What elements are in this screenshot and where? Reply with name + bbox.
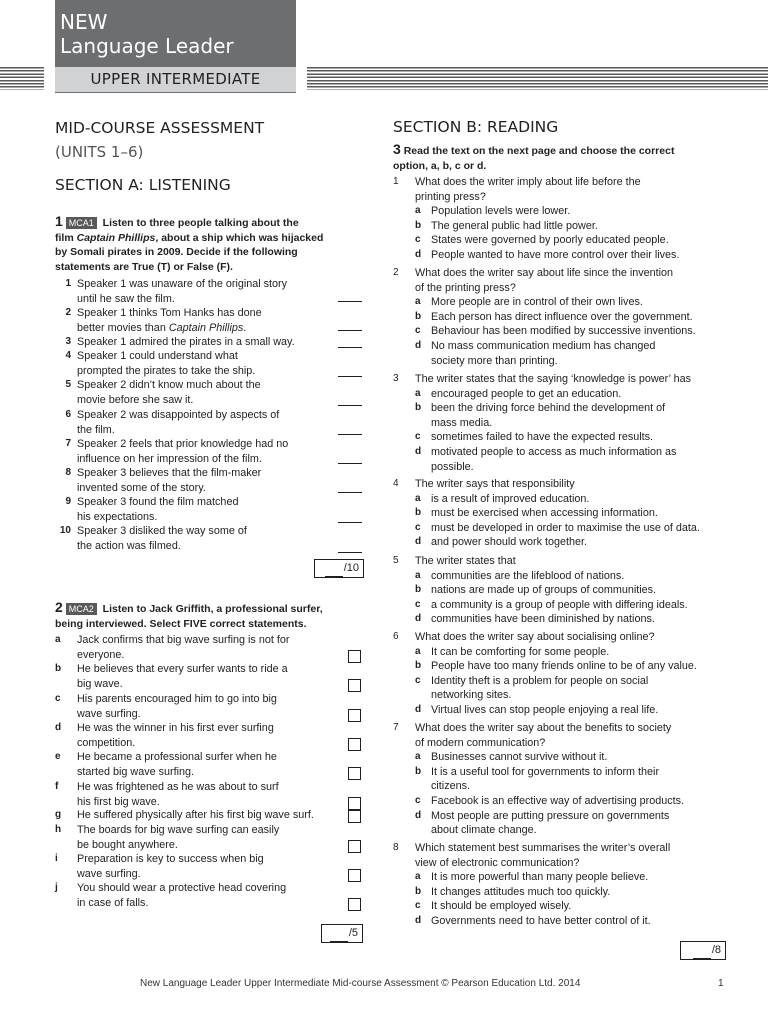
q3-option-letter: b	[415, 660, 422, 672]
q3-question-line: of the printing press?	[415, 281, 516, 294]
q1-item-line: his expectations.	[77, 510, 158, 523]
q3-option-text	[431, 204, 570, 219]
q1-answer-blank[interactable]	[338, 463, 362, 464]
q1-item-text	[77, 277, 287, 306]
q1-item-line: better movies than	[77, 321, 169, 334]
q3-question-line: The writer states that the saying ‘knowledge is power’ has	[415, 373, 692, 385]
q3-option-line: mass media.	[431, 416, 493, 429]
q2-item-line: wave surfing.	[77, 707, 141, 720]
q3-option-line: encouraged people to get an education.	[431, 387, 622, 400]
q3-question-number: 5	[393, 555, 399, 566]
q3-option-line: Businesses cannot survive without it.	[431, 751, 608, 764]
q1-number: 1	[55, 213, 63, 229]
q2-item-text	[77, 881, 286, 910]
q1-item-number: 9	[65, 496, 71, 507]
q1-item-line: Speaker 3 believes that the film-maker	[77, 467, 262, 479]
q1-item-line: Speaker 1 could understand what	[77, 350, 238, 362]
q3-option-line: People wanted to have more control over their lives.	[431, 249, 680, 261]
q2-checkbox[interactable]	[348, 869, 361, 882]
q1-item-number: 5	[65, 379, 71, 390]
assessment-units: (UNITS 1–6)	[55, 143, 144, 161]
q3-question-line: of modern communication?	[415, 736, 546, 749]
q2-item-line: He was the winner in his first ever surfing	[77, 722, 274, 734]
q3-option-text	[431, 401, 665, 430]
q1-item-line: prompted the pirates to take the ship.	[77, 364, 256, 377]
q3-option-letter: c	[415, 325, 421, 337]
q1-answer-blank[interactable]	[338, 347, 362, 348]
q3-option-line: It is a useful tool for governments to inform their	[431, 765, 660, 778]
q3-question-number: 6	[393, 631, 399, 642]
q3-option-text	[431, 324, 696, 339]
q3-question-text	[415, 721, 725, 750]
q1-item-line: influence on her impression of the film.	[77, 452, 262, 465]
q1-item-line: Speaker 3 disliked the way some of	[77, 525, 247, 537]
q3-option-letter: b	[415, 584, 422, 596]
brand-title-line2: Language Leader	[60, 34, 234, 58]
q1-answer-blank[interactable]	[338, 522, 362, 523]
q3-option-line: States were governed by poorly educated people.	[431, 234, 669, 247]
q3-option-letter: d	[415, 340, 422, 351]
q2-item-text	[77, 662, 288, 691]
q1-instr-l2b: , about a ship which was hijacked	[155, 231, 324, 244]
q3-option-line: It can be comforting for some people.	[431, 645, 610, 658]
q2-item-letter: b	[55, 663, 62, 674]
q1-answer-blank[interactable]	[338, 552, 362, 553]
q3-option-line: Facebook is an effective way of advertising products.	[431, 795, 685, 807]
q1-item-number: 7	[65, 438, 71, 449]
q3-option-letter: d	[415, 536, 422, 548]
q2-item-line: in case of falls.	[77, 896, 149, 909]
header-stripes-left	[0, 67, 44, 90]
q2-item-text	[77, 633, 289, 662]
q1-item-number: 10	[59, 525, 71, 536]
q2-checkbox[interactable]	[348, 840, 361, 853]
brand-title-line1: NEW	[60, 10, 108, 34]
q3-option-line: networking sites.	[431, 689, 512, 702]
assessment-title: MID-COURSE ASSESSMENT	[55, 119, 265, 137]
q3-question-line: What does the writer imply about life before the	[415, 176, 641, 188]
q3-question-number: 8	[393, 842, 399, 853]
q3-option-text	[431, 339, 655, 368]
q3-option-letter: c	[415, 431, 421, 443]
q1-instr-film: Captain Phillips	[76, 231, 156, 244]
section-b-heading: SECTION B: READING	[393, 118, 559, 136]
q1-item-line: Speaker 2 was disappointed by aspects of	[77, 409, 280, 421]
q3-option-letter: c	[415, 521, 421, 533]
q3-option-line: citizens.	[431, 780, 471, 793]
section-a-heading: SECTION A: LISTENING	[55, 176, 231, 194]
q3-question-text	[415, 372, 725, 387]
q3-option-line: must be developed in order to maximise the use of data.	[431, 521, 700, 534]
q1-item-number: 8	[65, 467, 71, 478]
q1-instruction	[55, 214, 365, 274]
q3-option-text	[431, 295, 643, 310]
header-banner	[55, 0, 296, 93]
q2-item-line: He suffered physically after his first big wave surf.	[77, 809, 314, 821]
q2-item-letter: d	[55, 722, 62, 733]
q3-option-letter: d	[415, 809, 422, 821]
q3-option-text	[431, 870, 648, 885]
q3-option-text	[431, 645, 609, 660]
q2-item-line: His parents encouraged him to go into big	[77, 693, 277, 705]
q3-option-text	[431, 521, 700, 536]
q3-option-text	[431, 569, 624, 584]
q1-answer-blank[interactable]	[338, 330, 362, 331]
q2-item-letter: g	[55, 809, 62, 820]
q3-question-text	[415, 841, 725, 870]
q3-option-text	[431, 674, 648, 703]
q3-question-number: 3	[393, 373, 399, 384]
q3-option-letter: a	[415, 871, 421, 883]
q2-audio-tag: MCA2	[66, 603, 97, 615]
q3-option-line: It should be employed wisely.	[431, 900, 572, 913]
q2-item-line: big wave.	[77, 677, 123, 690]
q2-item-line: You should wear a protective head covering	[77, 882, 287, 894]
q1-item-line: Speaker 1 admired the pirates in a small way.	[77, 336, 295, 348]
q1-item-line: the film.	[77, 423, 115, 436]
q3-option-line: possible.	[431, 460, 474, 473]
q3-option-text	[431, 612, 655, 627]
q3-question-line: What does the writer say about life since the invention	[415, 267, 674, 279]
q2-instr-l1: Listen to Jack Griffith, a professional surfer,	[102, 603, 323, 615]
q3-option-text	[431, 914, 651, 929]
q3-option-line: society more than printing.	[431, 354, 558, 367]
q3-question-number: 4	[393, 478, 399, 489]
q2-checkbox[interactable]	[348, 797, 361, 810]
q3-question-text	[415, 175, 725, 204]
q2-item-letter: a	[55, 634, 61, 645]
q3-option-letter: c	[415, 674, 421, 686]
q1-score-box[interactable]	[314, 559, 364, 578]
q2-item-text	[77, 750, 277, 779]
q1-answer-blank[interactable]	[338, 434, 362, 435]
q1-item-after: .	[243, 321, 247, 334]
q3-score: /8	[711, 944, 721, 956]
q3-option-letter: b	[415, 219, 422, 231]
q1-item-number: 4	[65, 350, 71, 361]
q2-item-line: started big wave surfing.	[77, 765, 195, 778]
q3-option-letter: c	[415, 234, 421, 246]
q3-option-letter: a	[415, 569, 421, 581]
q2-checkbox[interactable]	[348, 810, 361, 823]
q2-item-text	[77, 692, 277, 721]
q3-option-letter: a	[415, 751, 421, 763]
q3-option-text	[431, 535, 587, 550]
q3-option-letter: d	[415, 704, 422, 715]
q3-option-letter: c	[415, 795, 421, 806]
q3-option-line: must be exercised when accessing information.	[431, 507, 658, 520]
q2-number: 2	[55, 599, 63, 615]
q1-item-number: 2	[65, 307, 71, 318]
q3-number: 3	[393, 141, 401, 157]
q3-option-line: Identity theft is a problem for people on social	[431, 674, 649, 687]
q3-question-line: The writer states that	[415, 555, 516, 567]
q2-item-letter: h	[55, 824, 62, 835]
q2-item-line: his first big wave.	[77, 795, 160, 808]
q2-item-letter: i	[55, 853, 58, 864]
q3-option-letter: b	[415, 310, 422, 322]
q2-checkbox[interactable]	[348, 650, 361, 663]
q3-option-text	[431, 809, 669, 838]
q3-question-text	[415, 266, 725, 295]
q3-option-text	[431, 445, 676, 474]
q2-instr-l2: being interviewed. Select FIVE correct statements.	[55, 617, 307, 630]
q1-item-text	[77, 495, 238, 524]
q1-item-number: 3	[65, 336, 71, 347]
q3-option-line: motivated people to access as much information as	[431, 446, 677, 458]
q2-checkbox[interactable]	[348, 738, 361, 751]
q3-question-line: What does the writer say about socialising online?	[415, 631, 655, 643]
q3-option-text	[431, 492, 589, 507]
q1-item-text	[77, 408, 279, 437]
q3-option-line: It changes attitudes much too quickly.	[431, 885, 611, 898]
q3-option-letter: b	[415, 402, 422, 414]
q1-item-text	[77, 466, 261, 495]
q1-answer-blank[interactable]	[338, 405, 362, 406]
q1-item-line: Speaker 2 feels that prior knowledge had no	[77, 438, 289, 450]
q2-item-line: be bought anywhere.	[77, 838, 178, 851]
q3-question-line: The writer says that responsibility	[415, 478, 575, 490]
q2-item-line: competition.	[77, 736, 136, 749]
q3-option-line: a community is a group of people with differing ideals.	[431, 598, 688, 611]
q1-item-text	[77, 524, 247, 553]
q3-option-line: communities are the lifeblood of nations.	[431, 569, 625, 582]
q2-item-line: Jack confirms that big wave surfing is not for	[77, 634, 290, 646]
q3-option-line: The general public had little power.	[431, 219, 598, 232]
q3-option-line: Behaviour has been modified by successive inventions.	[431, 325, 696, 338]
q3-option-text	[431, 310, 693, 325]
level-label: UPPER INTERMEDIATE	[55, 67, 296, 92]
q2-checkbox[interactable]	[348, 679, 361, 692]
q1-score: /10	[343, 562, 359, 574]
q3-option-text	[431, 583, 656, 598]
q3-option-line: No mass communication medium has changed	[431, 340, 656, 352]
q1-instr-l1: Listen to three people talking about the	[102, 217, 299, 229]
q1-item-text	[77, 335, 295, 350]
q3-question-number: 2	[393, 267, 399, 278]
q3-option-text	[431, 703, 658, 718]
q3-option-text	[431, 598, 688, 613]
header-stripes-right	[307, 67, 768, 90]
q2-item-line: He believes that every surfer wants to ride a	[77, 663, 288, 675]
q3-question-number: 1	[393, 176, 399, 187]
q3-option-letter: d	[415, 915, 422, 926]
q3-option-letter: a	[415, 205, 421, 217]
q3-option-text	[431, 387, 621, 402]
q2-score: /5	[348, 927, 358, 939]
q1-item-italic: Captain Phillips	[168, 321, 244, 334]
q2-item-letter: j	[55, 882, 58, 893]
q3-option-line: sometimes failed to have the expected results.	[431, 431, 654, 444]
q1-answer-blank[interactable]	[338, 492, 362, 493]
q1-item-line: until he saw the film.	[77, 292, 175, 305]
q2-item-line: Preparation is key to success when big	[77, 853, 264, 865]
q1-item-number: 1	[65, 278, 71, 289]
q1-item-line: Speaker 3 found the film matched	[77, 496, 239, 508]
q3-option-line: Virtual lives can stop people enjoying a real life.	[431, 704, 659, 716]
q2-item-line: He became a professional surfer when he	[77, 751, 277, 763]
q3-option-line: Governments need to have better control of it.	[431, 915, 651, 927]
q3-option-letter: b	[415, 885, 422, 897]
q3-option-letter: c	[415, 598, 421, 610]
q3-option-text	[431, 885, 610, 900]
q1-item-text	[77, 349, 255, 378]
q3-question-text	[415, 554, 725, 569]
q1-audio-tag: MCA1	[66, 217, 97, 229]
q1-item-line: Speaker 2 didn’t know much about the	[77, 379, 261, 391]
q3-option-line: about climate change.	[431, 824, 537, 837]
q2-item-line: The boards for big wave surfing can easily	[77, 824, 280, 836]
q2-item-text	[77, 852, 264, 881]
q3-option-letter: a	[415, 492, 421, 504]
q3-question-line: printing press?	[415, 190, 486, 203]
q2-item-letter: c	[55, 693, 61, 704]
q1-item-line: invented some of the story.	[77, 481, 206, 494]
q3-option-letter: d	[415, 249, 422, 260]
q3-question-line: view of electronic communication?	[415, 856, 580, 869]
q3-option-text	[431, 430, 653, 445]
q3-option-letter: a	[415, 387, 421, 399]
q3-option-line: Most people are putting pressure on governments	[431, 809, 670, 822]
q3-option-line: nations are made up of groups of communities.	[431, 584, 657, 597]
q3-option-letter: d	[415, 613, 422, 625]
q2-item-letter: e	[55, 751, 61, 762]
q3-option-letter: b	[415, 507, 422, 519]
q1-answer-blank[interactable]	[338, 376, 362, 377]
q1-item-line: Speaker 1 was unaware of the original story	[77, 278, 288, 290]
q3-option-text	[431, 899, 571, 914]
q1-item-line: the action was filmed.	[77, 539, 181, 552]
q2-checkbox[interactable]	[348, 709, 361, 722]
q3-option-text	[431, 233, 669, 248]
q1-instr-l3: by Somali pirates in 2009. Decide if the following	[55, 246, 298, 258]
q1-item-line: movie before she saw it.	[77, 393, 194, 406]
q3-score-box[interactable]	[680, 941, 726, 960]
q3-instr-l2: option, a, b, c or d.	[393, 159, 487, 172]
q3-option-text	[431, 506, 658, 521]
q3-option-line: It is more powerful than many people believe.	[431, 871, 649, 884]
q3-option-text	[431, 659, 697, 674]
q3-option-letter: b	[415, 765, 422, 777]
q1-item-text	[77, 378, 261, 407]
q3-option-line: is a result of improved education.	[431, 492, 590, 505]
q3-option-text	[431, 750, 607, 765]
q3-question-line: What does the writer say about the benefits to society	[415, 722, 672, 734]
q2-item-text	[77, 823, 279, 852]
footer-copyright: New Language Leader Upper Intermediate Mid-course Assessment © Pearson Education Ltd. 2014	[140, 978, 581, 989]
q3-option-line: Each person has direct influence over the government.	[431, 310, 693, 323]
q2-item-text	[77, 808, 314, 823]
q3-question-number: 7	[393, 722, 399, 733]
q3-option-line: and power should work together.	[431, 536, 588, 549]
q1-instr-l4: statements are True (T) or False (F).	[55, 260, 233, 273]
q2-item-letter: f	[55, 781, 59, 792]
q2-checkbox[interactable]	[348, 898, 361, 911]
q2-item-text	[77, 721, 274, 750]
q2-instruction	[55, 600, 375, 631]
q1-item-line: Speaker 1 thinks Tom Hanks has done	[77, 307, 262, 319]
q3-option-letter: d	[415, 446, 422, 457]
q1-item-number: 6	[65, 409, 71, 420]
q3-option-letter: c	[415, 900, 421, 912]
brand-title	[60, 10, 234, 58]
q3-option-text	[431, 765, 659, 794]
q3-question-text	[415, 477, 725, 492]
q3-option-text	[431, 219, 598, 234]
q1-answer-blank[interactable]	[338, 301, 362, 302]
q1-item-text	[77, 306, 262, 335]
q3-option-line: communities have been diminished by nations.	[431, 613, 655, 626]
q3-option-text	[431, 794, 684, 809]
page-number: 1	[718, 978, 724, 989]
q2-item-line: wave surfing.	[77, 867, 141, 880]
q3-option-letter: a	[415, 645, 421, 657]
q2-item-line: He was frightened as he was about to surf	[77, 781, 279, 793]
q3-question-text	[415, 630, 725, 645]
q3-option-text	[431, 248, 679, 263]
q1-instr-l2a: film	[55, 231, 77, 244]
q2-item-line: everyone.	[77, 648, 125, 661]
q3-option-line: More people are in control of their own lives.	[431, 296, 643, 309]
q3-question-line: Which statement best summarises the writer’s overall	[415, 842, 671, 854]
q2-score-box[interactable]	[321, 924, 363, 943]
q1-item-text	[77, 437, 288, 466]
q2-item-text	[77, 780, 279, 809]
q3-instr-l1: Read the text on the next page and choose the correct	[403, 145, 675, 157]
q3-instruction	[393, 142, 733, 173]
q3-option-letter: a	[415, 296, 421, 308]
q3-option-line: People have too many friends online to be of any value.	[431, 660, 697, 673]
q3-option-line: Population levels were lower.	[431, 205, 571, 218]
q3-option-line: been the driving force behind the development of	[431, 402, 666, 415]
q2-checkbox[interactable]	[348, 767, 361, 780]
